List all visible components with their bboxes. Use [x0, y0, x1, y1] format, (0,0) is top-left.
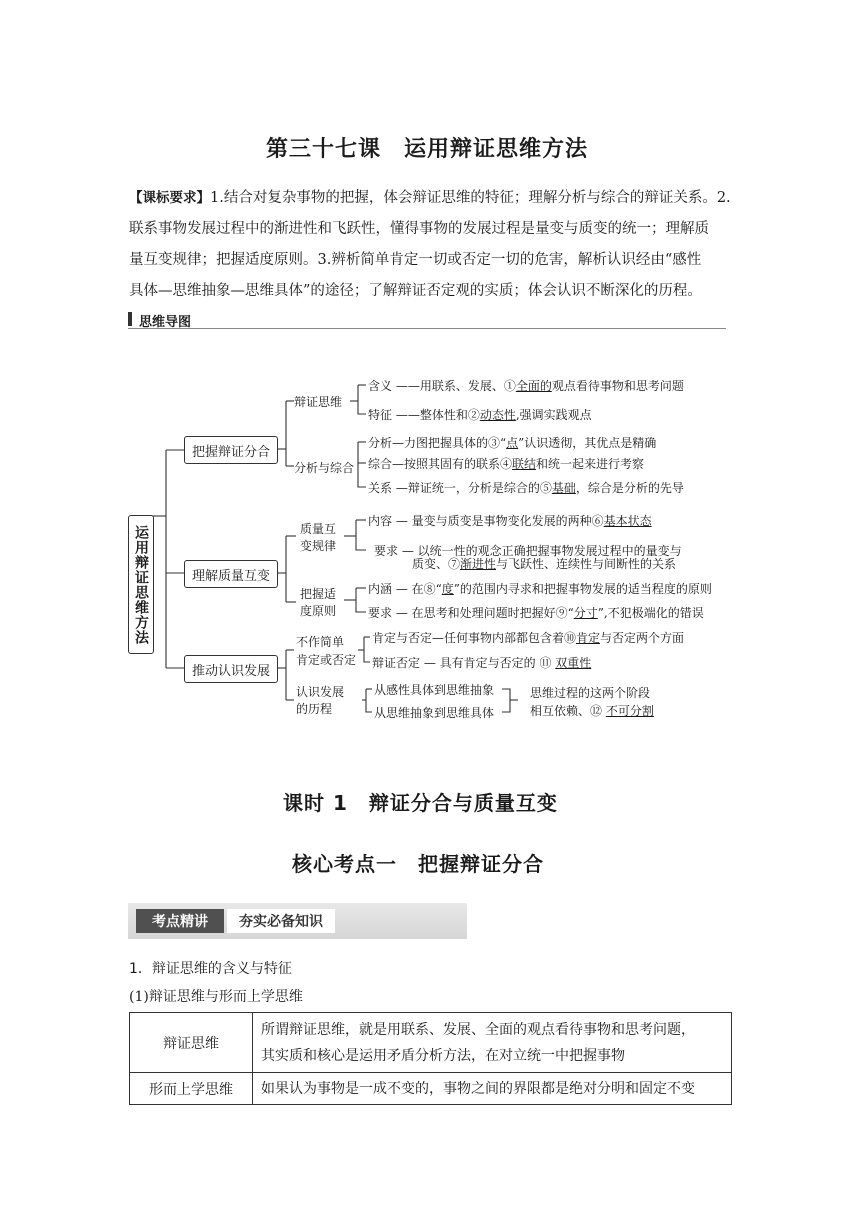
b3-sub-negation-1: 不作简单	[296, 635, 345, 649]
heading-2: (1)辩证思维与形而上学思维	[129, 989, 303, 1005]
b2-requirement-1: 要求 — 以统一性的观念正确把握事物发展过程中的量变与	[374, 544, 682, 558]
b3-dialectical-negation: 辩证否定 — 具有肯定与否定的 ⑪ 双重性	[372, 656, 592, 670]
b3-stage-2: 从思维抽象到思维具体	[374, 706, 495, 720]
table-value-line: 其实质和核心是运用矛盾分析方法，在对立统一中把握事物	[261, 1047, 625, 1064]
requirements-line-4: 具体—思维抽象—思维具体”的途径；了解辩证否定观的实质；体会认识不断深化的历程。	[129, 283, 702, 299]
b2-sub-moderation-1: 把握适	[300, 587, 337, 601]
b2-content: 内容 — 量变与质变是事物变化发展的两种⑥基本状态	[368, 514, 652, 528]
table-row	[130, 1073, 732, 1105]
b1-meaning: 含义 ——用联系、发展、①全面的观点看待事物和思考问题	[368, 379, 684, 393]
lesson-title: 课时 1 辩证分合与质量互变	[283, 791, 558, 815]
requirements-line-2: 联系事物发展过程中的渐进性和飞跃性，懂得事物的发展过程是量变与质变的统一；理解质	[129, 221, 709, 237]
b3-stage-1: 从感性具体到思维抽象	[374, 683, 495, 697]
b1-sub-analysis-synthesis: 分析与综合	[294, 461, 355, 475]
table-value-line: 如果认为事物是一成不变的，事物之间的界限都是绝对分明和固定不变	[261, 1080, 695, 1097]
b3-note-1: 思维过程的这两个阶段	[530, 686, 651, 700]
mindmap-section-label: 思维导图	[139, 315, 192, 330]
branch-dialectical-division: 把握辩证分合	[184, 436, 278, 464]
b1-sub-dialectical-thinking: 辩证思维	[294, 395, 343, 409]
table-value-line: 所谓辩证思维，就是用联系、发展、全面的观点看待事物和思考问题，	[261, 1021, 695, 1038]
table-value	[253, 1073, 732, 1105]
b3-sub-course-1: 认识发展	[296, 685, 345, 699]
b1-synthesis: 综合—按照其固有的联系④联结和统一起来进行考察	[368, 457, 645, 471]
requirements-text-1: 1.结合对复杂事物的把握，体会辩证思维的特征；理解分析与综合的辩证关系。2.	[210, 190, 731, 206]
b3-note-2: 相互依赖、⑫ 不可分割	[530, 704, 654, 718]
b2-moderation-requirement: 要求 — 在思考和处理问题时把握好⑨“分寸”,不犯极端化的错误	[368, 606, 704, 620]
knowledge-tag: 夯实必备知识	[227, 909, 335, 933]
table-key: 形而上学思维	[130, 1073, 253, 1105]
b3-sub-negation-2: 肯定或否定	[296, 653, 357, 667]
b1-feature: 特征 ——整体性和②动态性,强调实践观点	[368, 408, 592, 422]
branch-cognition-development: 推动认识发展	[184, 655, 278, 683]
b2-sub-moderation-2: 度原则	[300, 604, 337, 618]
branch-quality-quantity: 理解质量互变	[184, 560, 278, 588]
b2-sub-law-2: 变规律	[300, 539, 337, 553]
b3-sub-course-2: 的历程	[296, 702, 333, 716]
b1-relation: 关系 —辩证统一，分析是综合的⑤基础，综合是分析的先导	[368, 481, 684, 495]
b2-connotation: 内涵 — 在⑧“度”的范围内寻求和把握事物发展的适当程度的原则	[368, 582, 712, 596]
table-value	[253, 1013, 732, 1073]
b2-sub-law-1: 质量互	[300, 522, 337, 536]
page-title: 第三十七课 运用辩证思维方法	[266, 137, 589, 162]
requirements-label: 【课标要求】	[129, 190, 210, 206]
mindmap-root: 运用辩证思维方法	[128, 515, 154, 654]
requirements-line-3: 量互变规律；把握适度原则。3.辨析简单肯定一切或否定一切的危害，解析认识经由“感性	[129, 252, 702, 268]
core-point-title: 核心考点一 把握辩证分合	[292, 852, 544, 876]
b3-affirm-negate: 肯定与否定—任何事物内部都包含着⑩肯定与否定两个方面	[372, 631, 685, 645]
comparison-table	[129, 1012, 732, 1105]
key-point-tag: 考点精讲	[136, 909, 224, 933]
b1-analysis: 分析—力图把握具体的③“点”认识透彻，其优点是精确	[368, 436, 657, 450]
heading-1: 1．辩证思维的含义与特征	[129, 961, 292, 977]
table-key: 辩证思维	[130, 1013, 253, 1073]
table-row	[130, 1013, 732, 1073]
b2-requirement-2: 质变、⑦渐进性与飞跃性、连续性与间断性的关系	[412, 557, 677, 571]
